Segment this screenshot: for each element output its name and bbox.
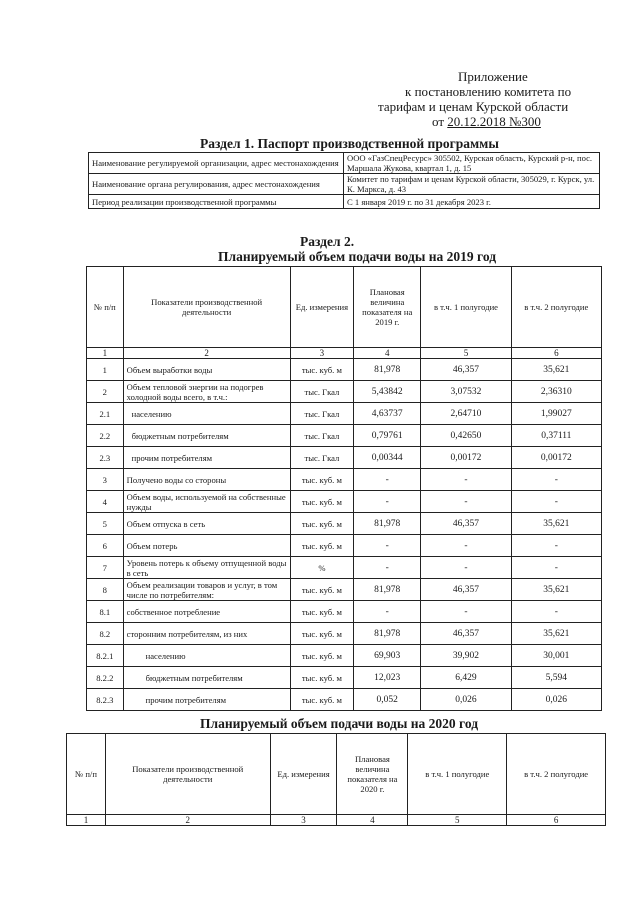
header-decree-date: 20.12.2018 №300 <box>447 114 541 129</box>
cell-h2: - <box>511 491 601 513</box>
cell-h1: - <box>421 535 511 557</box>
cell-plan: 12,023 <box>354 667 421 689</box>
water-volume-2020-table <box>66 733 606 826</box>
table-row <box>87 535 602 557</box>
cell-h2: 5,594 <box>511 667 601 689</box>
section2-subtitle: Планируемый объем подачи воды на 2019 год <box>218 249 497 264</box>
cell-no: 8.1 <box>87 601 124 623</box>
cell-h1: 46,357 <box>421 579 511 601</box>
cell-h2: 35,621 <box>511 359 601 381</box>
cell-h2: 35,621 <box>511 623 601 645</box>
cell-h2: - <box>511 469 601 491</box>
cell-unit: тыс. куб. м <box>290 579 354 601</box>
column-number: 5 <box>408 815 507 826</box>
column-number: 3 <box>290 348 354 359</box>
column-header-no: № п/п <box>87 267 124 348</box>
header-line2: к постановлению комитета по <box>405 84 572 99</box>
section1-title: Раздел 1. Паспорт производственной программы <box>200 136 499 151</box>
cell-unit: тыс. куб. м <box>290 535 354 557</box>
cell-h1: 6,429 <box>421 667 511 689</box>
cell-h1: 46,357 <box>421 513 511 535</box>
cell-plan: 81,978 <box>354 579 421 601</box>
cell-unit: тыс. Гкал <box>290 381 354 403</box>
header-date-prefix: от <box>432 114 445 129</box>
cell-name: прочим потребителям <box>123 447 290 469</box>
water-volume-2019-table <box>86 266 602 711</box>
passport-label: Период реализации производственной программы <box>89 195 344 209</box>
cell-unit: тыс. куб. м <box>290 469 354 491</box>
table-row <box>87 491 602 513</box>
cell-name: Получено воды со стороны <box>123 469 290 491</box>
cell-name: населению <box>123 403 290 425</box>
cell-h1: 39,902 <box>421 645 511 667</box>
cell-h2: 30,001 <box>511 645 601 667</box>
header-line4 <box>432 114 541 129</box>
column-number: 1 <box>87 348 124 359</box>
cell-h1: - <box>421 601 511 623</box>
cell-plan: - <box>354 535 421 557</box>
column-header-h1: в т.ч. 1 полугодие <box>421 267 511 348</box>
table-row <box>87 469 602 491</box>
cell-unit: тыс. куб. м <box>290 513 354 535</box>
column-header-no: № п/п <box>67 734 106 815</box>
table-row <box>87 359 602 381</box>
cell-name: Объем потерь <box>123 535 290 557</box>
table-header-row <box>67 734 606 815</box>
column-header-name: Показатели производственной деятельности <box>105 734 270 815</box>
table-row <box>87 403 602 425</box>
column-number: 5 <box>421 348 511 359</box>
cell-h1: 46,357 <box>421 359 511 381</box>
cell-plan: - <box>354 469 421 491</box>
cell-h2: - <box>511 601 601 623</box>
cell-unit: тыс. Гкал <box>290 425 354 447</box>
cell-unit: тыс. куб. м <box>290 491 354 513</box>
cell-h1: - <box>421 557 511 579</box>
table-row <box>87 689 602 711</box>
column-header-unit: Ед. измерения <box>290 267 354 348</box>
cell-h2: 35,621 <box>511 513 601 535</box>
table-row <box>87 579 602 601</box>
column-number: 3 <box>270 815 337 826</box>
column-header-plan: Плановая величина показателя на 2019 г. <box>354 267 421 348</box>
cell-plan: 0,79761 <box>354 425 421 447</box>
cell-plan: 69,903 <box>354 645 421 667</box>
passport-row <box>89 195 600 209</box>
cell-h2: 1,99027 <box>511 403 601 425</box>
cell-h2: - <box>511 535 601 557</box>
cell-h1: 3,07532 <box>421 381 511 403</box>
column-number: 2 <box>105 815 270 826</box>
cell-h1: - <box>421 491 511 513</box>
cell-unit: тыс. куб. м <box>290 689 354 711</box>
table-row <box>87 425 602 447</box>
cell-unit: тыс. куб. м <box>290 645 354 667</box>
cell-no: 5 <box>87 513 124 535</box>
cell-no: 1 <box>87 359 124 381</box>
passport-label: Наименование органа регулирования, адрес местонахождения <box>89 174 344 195</box>
cell-name: Объем тепловой энергии на подогрев холодной воды всего, в т.ч.: <box>123 381 290 403</box>
passport-value: Комитет по тарифам и ценам Курской области, 305029, г. Курск, ул. К. Маркса, д. 43 <box>344 174 600 195</box>
column-header-h2: в т.ч. 2 полугодие <box>507 734 606 815</box>
table-row <box>87 645 602 667</box>
table-header-row <box>87 267 602 348</box>
cell-unit: % <box>290 557 354 579</box>
cell-no: 8 <box>87 579 124 601</box>
column-number: 2 <box>123 348 290 359</box>
cell-name: бюджетным потребителям <box>123 425 290 447</box>
column-header-unit: Ед. измерения <box>270 734 337 815</box>
cell-unit: тыс. куб. м <box>290 359 354 381</box>
column-number-row <box>87 348 602 359</box>
cell-name: Объем отпуска в сеть <box>123 513 290 535</box>
table-row <box>87 447 602 469</box>
cell-plan: 0,00344 <box>354 447 421 469</box>
column-header-h2: в т.ч. 2 полугодие <box>511 267 601 348</box>
column-number: 6 <box>507 815 606 826</box>
cell-no: 2.2 <box>87 425 124 447</box>
column-number: 4 <box>337 815 408 826</box>
cell-h2: 0,00172 <box>511 447 601 469</box>
column-number: 1 <box>67 815 106 826</box>
section3-subtitle: Планируемый объем подачи воды на 2020 год <box>200 716 479 731</box>
cell-h1: 0,42650 <box>421 425 511 447</box>
table-row <box>87 601 602 623</box>
passport-row <box>89 153 600 174</box>
header-line3: тарифам и ценам Курской области <box>378 99 569 114</box>
cell-name: Объем воды, используемой на собственные нужды <box>123 491 290 513</box>
column-number: 4 <box>354 348 421 359</box>
cell-name: Объем выработки воды <box>123 359 290 381</box>
cell-unit: тыс. Гкал <box>290 403 354 425</box>
passport-value: С 1 января 2019 г. по 31 декабря 2023 г. <box>344 195 600 209</box>
cell-plan: - <box>354 601 421 623</box>
cell-h1: 0,026 <box>421 689 511 711</box>
passport-label: Наименование регулируемой организации, адрес местонахождения <box>89 153 344 174</box>
cell-plan: 4,63737 <box>354 403 421 425</box>
cell-unit: тыс. куб. м <box>290 623 354 645</box>
table-row <box>87 381 602 403</box>
cell-unit: тыс. куб. м <box>290 601 354 623</box>
column-number-row <box>67 815 606 826</box>
column-header-plan: Плановая величина показателя на 2020 г. <box>337 734 408 815</box>
cell-h1: 46,357 <box>421 623 511 645</box>
cell-h2: 0,37111 <box>511 425 601 447</box>
cell-plan: - <box>354 557 421 579</box>
passport-table <box>88 152 600 209</box>
cell-name: прочим потребителям <box>123 689 290 711</box>
cell-unit: тыс. куб. м <box>290 667 354 689</box>
cell-name: сторонним потребителям, из них <box>123 623 290 645</box>
column-header-h1: в т.ч. 1 полугодие <box>408 734 507 815</box>
cell-no: 3 <box>87 469 124 491</box>
cell-h1: 2,64710 <box>421 403 511 425</box>
cell-no: 8.2.2 <box>87 667 124 689</box>
cell-h2: 0,026 <box>511 689 601 711</box>
cell-no: 2.1 <box>87 403 124 425</box>
cell-no: 8.2.3 <box>87 689 124 711</box>
cell-name: собственное потребление <box>123 601 290 623</box>
cell-name: населению <box>123 645 290 667</box>
column-number: 6 <box>511 348 601 359</box>
table-row <box>87 557 602 579</box>
cell-h1: 0,00172 <box>421 447 511 469</box>
table-row <box>87 513 602 535</box>
cell-plan: - <box>354 491 421 513</box>
cell-h2: 2,36310 <box>511 381 601 403</box>
cell-plan: 5,43842 <box>354 381 421 403</box>
cell-h2: 35,621 <box>511 579 601 601</box>
cell-no: 2 <box>87 381 124 403</box>
cell-plan: 81,978 <box>354 623 421 645</box>
cell-h1: - <box>421 469 511 491</box>
cell-name: бюджетным потребителям <box>123 667 290 689</box>
cell-plan: 81,978 <box>354 513 421 535</box>
cell-no: 4 <box>87 491 124 513</box>
cell-no: 8.2 <box>87 623 124 645</box>
cell-name: Объем реализации товаров и услуг, в том числе по потребителям: <box>123 579 290 601</box>
section2-title: Раздел 2. <box>300 234 355 249</box>
passport-value: ООО «ГазСпецРесурс» 305502, Курская область, Курский р-н, пос. Маршала Жукова, квартал 1, д. 15 <box>344 153 600 174</box>
table-row <box>87 623 602 645</box>
table-row <box>87 667 602 689</box>
cell-unit: тыс. Гкал <box>290 447 354 469</box>
cell-h2: - <box>511 557 601 579</box>
passport-row <box>89 174 600 195</box>
header-appendix: Приложение <box>458 69 528 84</box>
column-header-name: Показатели производственной деятельности <box>123 267 290 348</box>
cell-no: 2.3 <box>87 447 124 469</box>
cell-name: Уровень потерь к объему отпущенной воды в сеть <box>123 557 290 579</box>
cell-no: 8.2.1 <box>87 645 124 667</box>
cell-no: 6 <box>87 535 124 557</box>
cell-no: 7 <box>87 557 124 579</box>
cell-plan: 0,052 <box>354 689 421 711</box>
cell-plan: 81,978 <box>354 359 421 381</box>
